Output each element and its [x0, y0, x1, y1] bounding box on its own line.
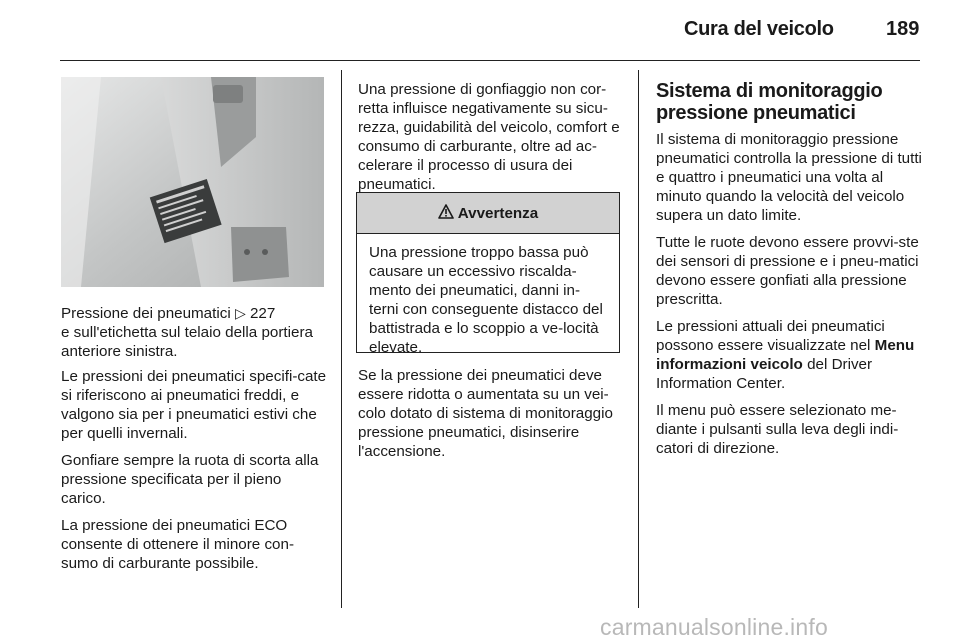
paragraph: Gonfiare sempre la ruota di scorta alla pressione specificata per il pieno carico.	[61, 452, 319, 507]
page-header-title: Cura del veicolo	[684, 18, 834, 40]
column-middle-top	[358, 80, 626, 202]
warning-header	[357, 193, 619, 234]
warning-triangle-icon	[438, 204, 454, 223]
section-title: Sistema di monitoraggio pressione pneumatici	[656, 80, 883, 124]
paragraph: Tutte le ruote devono essere provvi-ste dei sensori di pressione e i pneu-matici devono essere gonfiati alla pressione prescritta.	[656, 234, 919, 308]
paragraph: Il sistema di monitoraggio pressione pneumatici controlla la pressione di tutti e quattro i pneumatici una volta al minuto quando la velocità del veicolo supera un dato limite.	[656, 131, 922, 224]
caption-text: Pressione dei pneumatici	[61, 305, 231, 322]
paragraph: Le pressioni dei pneumatici specifi-cate si riferiscono ai pneumatici freddi, e valgono sia per i pneumatici estivi che per quelli invernali.	[61, 368, 327, 442]
paragraph: Una pressione di gonfiaggio non cor-retta influisce negativamente su sicu-rezza, guidabilità del veicolo, comfort e consumo di carburante, oltre ad ac-celerare il processo di usura dei pneumatici.	[358, 81, 620, 193]
page-number: 189	[886, 18, 920, 40]
column-divider	[638, 70, 639, 608]
paragraph: Se la pressione dei pneumatici deve essere ridotta o aumentata su un vei-colo dotato di sistema di monitoraggio pressione pneumatici, disinserire l'accensione.	[358, 367, 613, 460]
photo-caption	[61, 304, 329, 361]
door-pillar-label-photo	[61, 77, 324, 287]
column-divider	[341, 70, 342, 608]
warning-title: Avvertenza	[457, 204, 539, 222]
caption-page-ref[interactable]: 227	[249, 305, 276, 322]
menu-name: Menu informazioni veicolo	[656, 337, 915, 373]
caption-text-continued: e sull'etichetta sul telaio della portiera anteriore sinistra.	[61, 324, 313, 360]
column-left	[61, 304, 329, 581]
column-right	[656, 80, 928, 466]
arrow-reference-icon: ▷	[234, 305, 246, 321]
paragraph: La pressione dei pneumatici ECO consente di ottenere il minore con-sumo di carburante possibile.	[61, 517, 295, 572]
warning-text: Una pressione troppo bassa può causare un eccessivo riscalda-mento dei pneumatici, danni in-terni con conseguente distacco del battistrada e lo scoppio a ve-locità elevate.	[369, 244, 603, 356]
paragraph: Il menu può essere selezionato me-diante i pulsanti sulla leva degli indi-catori di direzione.	[656, 402, 899, 457]
header-divider	[60, 60, 920, 61]
column-middle-bottom	[358, 366, 628, 469]
paragraph-text: del Driver Information Center.	[656, 356, 873, 392]
paragraph	[656, 317, 928, 393]
watermark: carmanualsonline.info	[600, 614, 828, 640]
warning-box	[356, 192, 620, 356]
paragraph-text: Le pressioni attuali dei pneumatici possono essere visualizzate nel	[656, 318, 885, 354]
